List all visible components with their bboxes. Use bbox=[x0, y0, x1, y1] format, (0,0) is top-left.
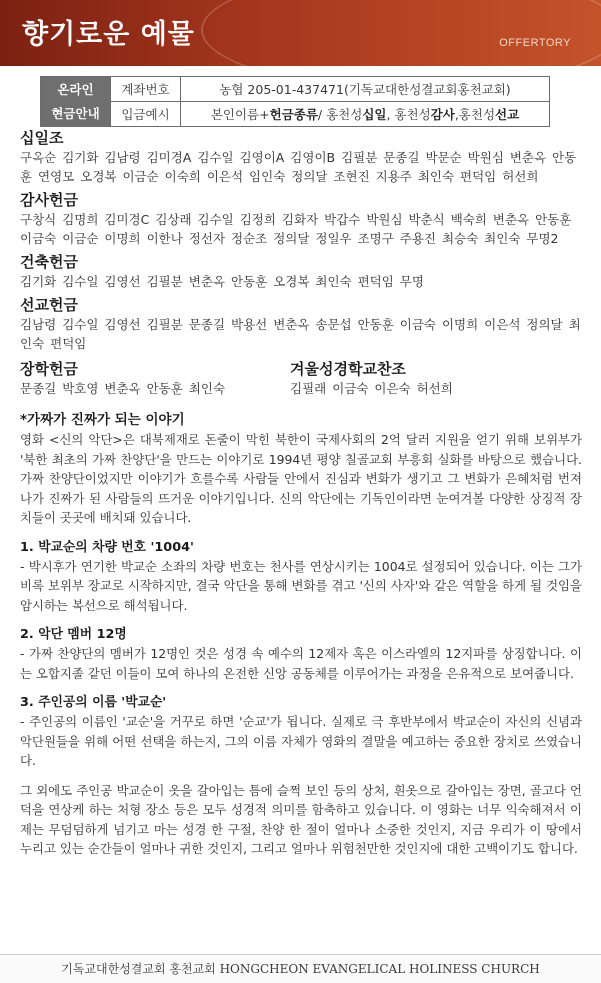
page-title: 향기로운 예물 bbox=[22, 19, 195, 50]
header-decoration bbox=[201, 0, 601, 66]
point2-body: - 가짜 찬양단의 멤버가 12명인 것은 성경 속 예수의 12제자 혹은 이스라엘의 12지파를 상징합니다. 이는 오합지졸 같던 이들이 모여 하나의 온전한 신앙 공동체를 이루어가는 과정을 은유적으로 보여줍니다. bbox=[20, 646, 582, 681]
winter-bible-school-names: 김필래 이금숙 이은숙 허선희 bbox=[290, 381, 453, 396]
mission-title: 선교헌금 bbox=[20, 296, 78, 314]
building-title: 건축헌금 bbox=[20, 253, 78, 271]
offering-guide-label: 현금안내 bbox=[51, 105, 100, 121]
online-label: 온라인 bbox=[57, 81, 94, 97]
main-content bbox=[20, 126, 582, 859]
mission-names: 김남령 김수일 김영선 김필분 문종길 박용선 변춘옥 송문섭 안동훈 이금숙 이명희 이은석 정의달 최인숙 편덕임 bbox=[20, 317, 581, 351]
example-mission: 선교 bbox=[495, 107, 520, 122]
deposit-example-key: 입금예시 bbox=[111, 102, 181, 127]
story-intro: 영화 <신의 악단>은 대북제재로 돈줄이 막힌 북한이 국제사회의 2억 달러 지원을 얻기 위해 보위부가 '북한 최초의 가짜 찬양단'을 만드는 이야기로 1994년 평양 칠골교회 부흥회 실화를 바탕으로 했습니다. 가짜 찬양단이었지만 이야기가 흐를수록 사람들 안에서 진심과 변화가 생기고 그 변화가 은혜처럼 번져 나가 진짜가 된 사람들의 뜨거운 이야기입니다. 신의 악단에는 기독인이라면 눈여겨볼 다양한 상징적 장치들이 곳곳에 배치돼 있습니다. bbox=[20, 432, 582, 525]
winter-bible-school-block bbox=[290, 357, 580, 398]
example-tithe: 십일 bbox=[362, 107, 387, 122]
point3-title: 3. 주인공의 이름 '박교순' bbox=[20, 695, 167, 710]
scholarship-title: 장학헌금 bbox=[20, 360, 78, 378]
story-title: *가짜가 진짜가 되는 이야기 bbox=[20, 412, 185, 428]
church-footer: 기독교대한성결교회 홍천교회 HONGCHEON EVANGELICAL HOLINESS CHURCH bbox=[0, 954, 601, 983]
example-offering-type: 헌금종류 bbox=[269, 107, 318, 122]
point1-body: - 박시후가 연기한 박교순 소좌의 차량 번호는 천사를 연상시키는 1004로 설정되어 있습니다. 이는 그가 비록 보위부 장교로 시작하지만, 결국 악단을 통해 변화를 겪고 '신의 사자'와 같은 역할을 하게 될 것임을 암시하는 복선으로 해석됩니다. bbox=[20, 558, 582, 613]
point3-body: - 주인공의 이름인 '교순'을 거꾸로 하면 '순교'가 됩니다. 실제로 극 후반부에서 박교순이 자신의 신념과 악단원들을 위해 어떤 선택을 하는지, 그의 이름 자체가 영화의 결말을 예고하는 중요한 장치로 쓰였습니다. bbox=[20, 714, 582, 768]
example-mid-1: / 홍천성 bbox=[317, 107, 363, 122]
story-closing: 그 외에도 주인공 박교순이 옷을 갈아입는 틈에 슬쩍 보인 등의 상처, 흰옷으로 갈아입는 장면, 골고다 언덕을 연상케 하는 처형 장소 등은 모두 성경적 의미를 함축하고 있습니다. 이 영화는 너무 익숙해져서 이제는 무덤덤하게 넘기고 마는 성경 한 구절, 찬양 한 절이 얼마나 소중한 것인지, 지금 우리가 이 땅에서 누리고 있는 순간들이 얼마나 귀한 것인지, 그리고 얼마나 위험천만한 것인지에 대한 고백이기도 합니다. bbox=[20, 782, 582, 856]
example-mid-3: ,홍천성 bbox=[454, 107, 496, 122]
tithe-title: 십일조 bbox=[20, 129, 64, 147]
point2-title: 2. 악단 멤버 12명 bbox=[20, 627, 127, 642]
account-number-value: 농협 205-01-437471(기독교대한성결교회홍천교회) bbox=[181, 77, 550, 102]
example-mid-2: , 홍천성 bbox=[386, 107, 431, 122]
thanks-title: 감사헌금 bbox=[20, 191, 78, 209]
example-prefix: 본인이름+ bbox=[210, 107, 270, 122]
scholarship-winter-row bbox=[20, 357, 582, 398]
account-number-key: 계좌번호 bbox=[111, 77, 181, 102]
thanks-names: 구창식 김명희 김미경C 김상래 김수일 김정희 김화자 박갑수 박원심 박춘식 백숙희 변춘옥 안동훈 이금숙 이금순 이명희 이한나 정선자 정순조 정의달 정일우 조명구 주용진 최승숙 최인숙 무명2 bbox=[20, 212, 572, 246]
page-header bbox=[0, 0, 601, 66]
example-thanks: 감사 bbox=[430, 107, 455, 122]
scholarship-block bbox=[20, 357, 290, 398]
online-offering-label bbox=[41, 77, 111, 127]
winter-bible-school-title: 겨울성경학교찬조 bbox=[290, 360, 406, 378]
online-offering-table bbox=[40, 76, 550, 127]
deposit-example-value bbox=[181, 102, 550, 127]
page-subtitle: OFFERTORY bbox=[499, 37, 571, 49]
building-names: 김기화 김수일 김영선 김필분 변춘옥 안동훈 오경복 최인숙 편덕임 무명 bbox=[20, 274, 424, 289]
point1-title: 1. 박교순의 차량 번호 '1004' bbox=[20, 539, 194, 555]
scholarship-names: 문종길 박호영 변춘옥 안동훈 최인숙 bbox=[20, 381, 226, 396]
tithe-names: 구옥순 김기화 김남령 김미경A 김수일 김영이A 김영이B 김필분 문종길 박문순 박원심 변춘옥 안동훈 연영모 오경복 이금순 이숙희 이은석 임인숙 정의달 조현진 지용주 최인숙 편덕임 허선희 bbox=[20, 150, 577, 184]
